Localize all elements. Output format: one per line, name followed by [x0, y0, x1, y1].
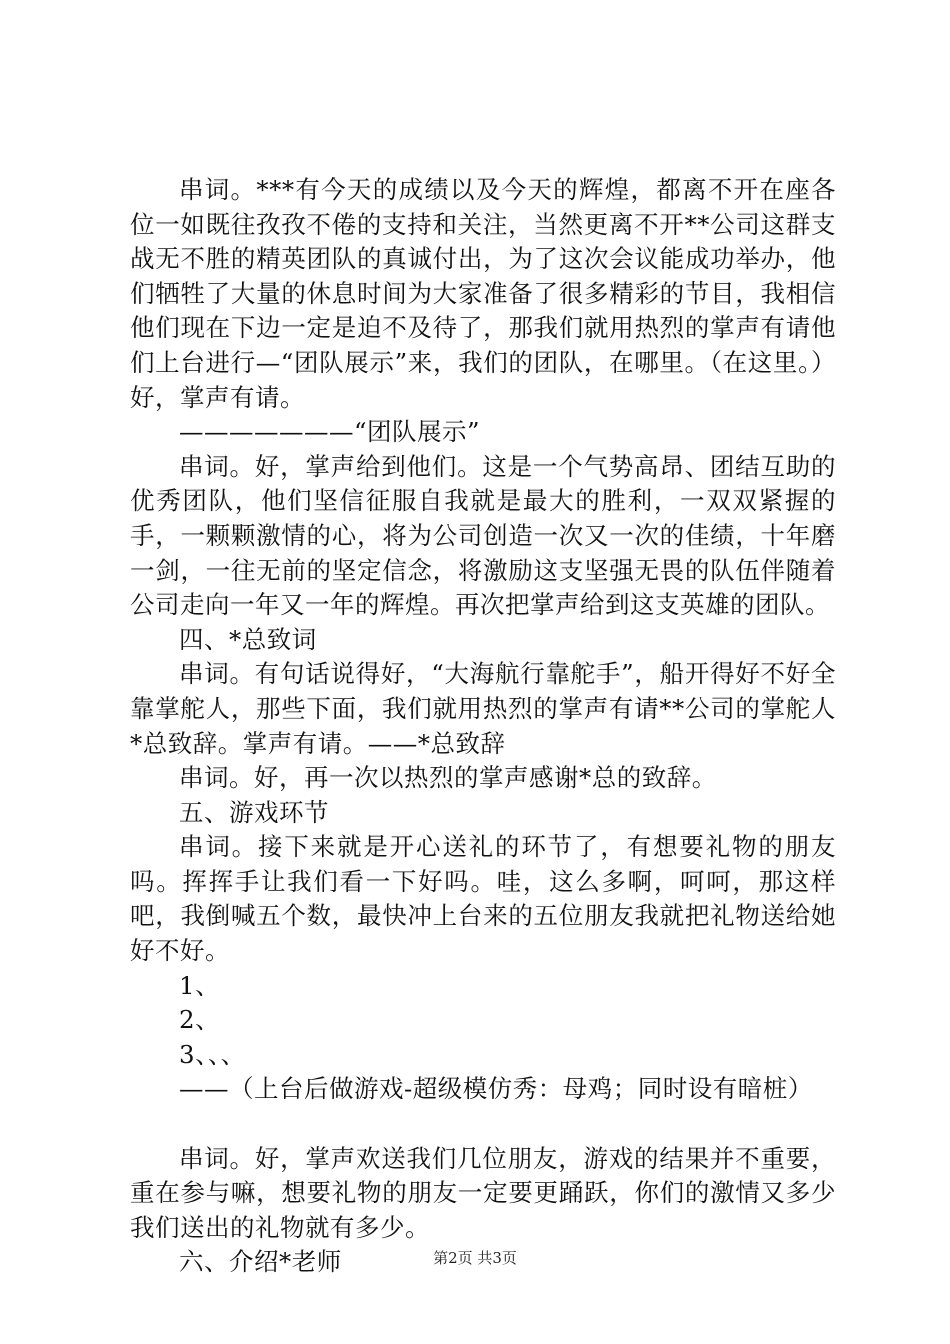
list-item-1: 1、	[179, 970, 221, 1000]
section-heading-five: 五、游戏环节	[179, 797, 329, 827]
paragraph-game-farewell: 串词。好，掌声欢送我们几位朋友，游戏的结果并不重要，重在参与嘛，想要礼物的朋友一定要更踊跃，你们的激情又多少我们送出的礼物就有多少。	[130, 1143, 836, 1242]
paragraph-ceo-intro: 串词。有句话说得好，“大海航行靠舵手”，船开得好不好全靠掌舵人，那些下面，我们就用热烈的掌声有请**公司的掌舵人*总致辞。掌声有请。——*总致辞	[130, 659, 836, 758]
paragraph-game-intro: 串词。接下来就是开心送礼的环节了，有想要礼物的朋友吗。挥挥手让我们看一下好吗。哇，这么多啊，呵呵，那这样吧，我倒喊五个数，最快冲上台来的五位朋友我就把礼物送给她好不好。	[130, 832, 836, 966]
paragraph-ceo-thanks: 串词。好，再一次以热烈的掌声感谢*总的致辞。	[179, 763, 717, 793]
paragraph-team-praise: 串词。好，掌声给到他们。这是一个气势高昂、团结互助的优秀团队，他们坚信征服自我就是最大的胜利，一双双紧握的手，一颗颗激情的心，将为公司创造一次又一次的佳绩，十年磨一剑，一往无前的坚定信念，将激励这支坚强无畏的队伍伴随着公司走向一年又一年的辉煌。再次把掌声给到这支英雄的团队。	[130, 451, 836, 620]
document-body	[130, 173, 836, 1280]
list-item-2: 2、	[179, 1005, 221, 1035]
paragraph-intro-team: 串词。***有今天的成绩以及今天的辉煌，都离不开在座各位一如既往孜孜不倦的支持和关注，当然更离不开**公司这群支战无不胜的精英团队的真诚付出，为了这次会议能成功举办，他们牺牲了大量的休息时间为大家准备了很多精彩的节目，我相信他们现在下边一定是迫不及待了，那我们就用热烈的掌声有请他们上台进行—“团队展示”来，我们的团队，在哪里。（在这里。）好，掌声有请。	[130, 175, 836, 412]
paragraph-game-note: ——（上台后做游戏-超级模仿秀：母鸡；同时设有暗桩）	[179, 1074, 813, 1104]
page-footer: 第2页 共3页	[433, 1249, 517, 1267]
list-item-3: 3、、、	[179, 1039, 246, 1069]
blank-line	[130, 1107, 836, 1142]
section-heading-four: 四、*总致词	[179, 624, 317, 654]
section-heading-six: 六、介绍*老师	[179, 1247, 342, 1277]
paragraph-team-show-cue: ———————“团队展示”	[179, 417, 481, 447]
